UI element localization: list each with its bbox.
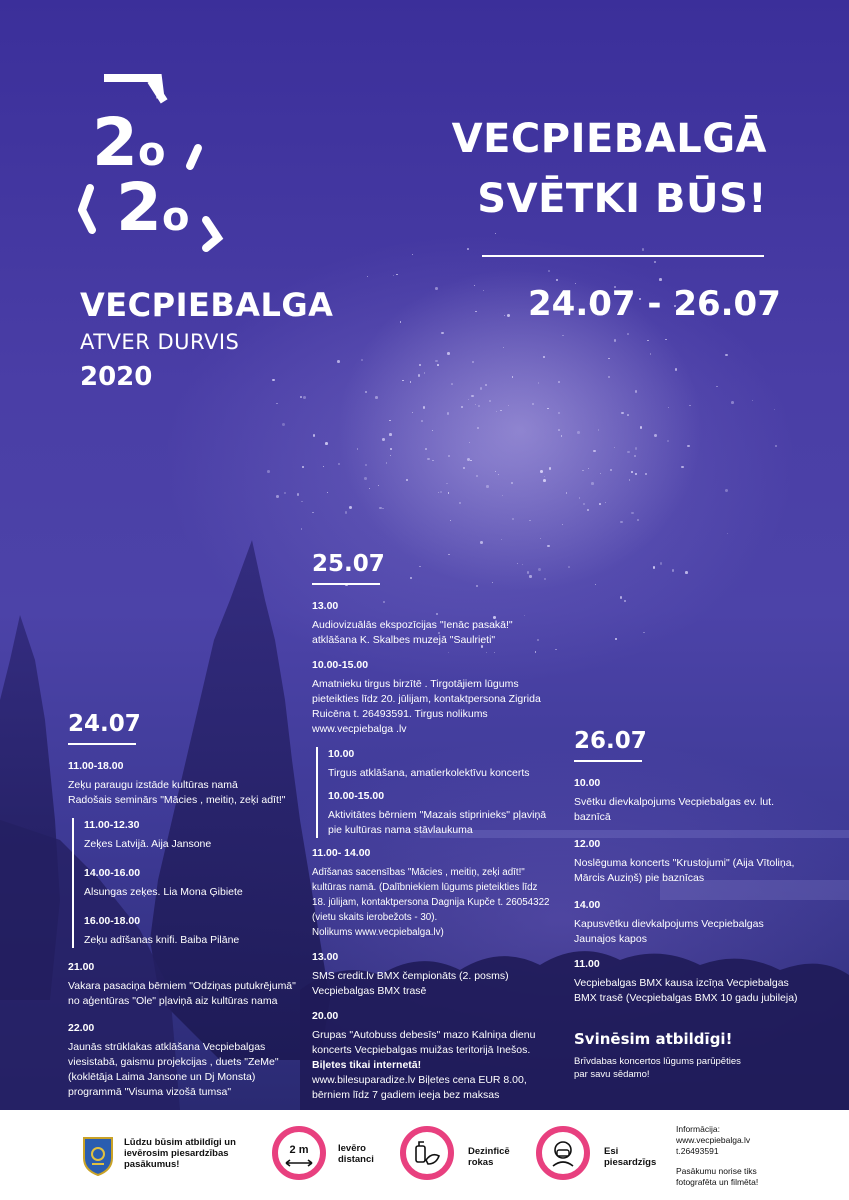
day-divider <box>574 760 642 762</box>
footer-plea: Lūdzu būsim atbildīgi un ievērosim piesardzības pasākumus! <box>124 1137 236 1170</box>
event-time: 20.00 <box>312 1010 339 1022</box>
event-time: 16.00-18.00 <box>84 915 141 927</box>
event-time: 13.00 <box>312 951 339 963</box>
event-text: Noslēguma koncerts "Krustojumi" (Aija Vītoliņa, Mārcis Auziņš) pie baznīcas <box>574 857 795 884</box>
event-text: Audiovizuālās ekspozīcijas "Ienāc pasakā!" atklāšana K. Skalbes muzejā "Saulrieti" <box>312 619 513 646</box>
day-divider <box>312 583 380 585</box>
event-text: Zeķes Latvijā. Aija Jansone <box>84 838 212 850</box>
event-text: SMS credit.lv BMX čempionāts (2. posms) Vecpiebalgas BMX trasē <box>312 970 509 997</box>
day-column-26-07 <box>574 728 804 1081</box>
event-item <box>312 1009 562 1103</box>
brand-title: VECPIEBALGA <box>80 286 334 324</box>
event-item <box>84 866 298 900</box>
day-title: 26.07 <box>574 728 647 754</box>
event-item <box>574 776 804 825</box>
event-time: 13.00 <box>312 600 339 612</box>
svg-text:o: o <box>162 194 190 240</box>
headline-divider <box>482 255 764 257</box>
event-item <box>84 914 298 948</box>
festival-dates: 24.07 - 26.07 <box>528 284 781 324</box>
svg-text:2: 2 <box>92 104 138 181</box>
event-item <box>312 950 562 999</box>
event-time: 11.00-12.30 <box>84 819 140 831</box>
logo-graphic <box>78 70 238 255</box>
tickets-online-notice: Biļetes tikai internetā! <box>312 1059 422 1071</box>
event-time: 11.00 <box>574 958 600 970</box>
contact-info: Informācija: www.vecpiebalga.lv t.26493591 <box>676 1124 751 1156</box>
event-time: 12.00 <box>574 838 601 850</box>
event-text: Amatnieku tirgus birzītē . Tirgotājiem lūgums pieteikties līdz 20. jūlijam, kontaktpersona Zigrida Ruicēna t. 26493591. Tirgus nolikums www.vecpiebalga .lv <box>312 678 541 735</box>
brand-subtitle: ATVER DURVIS <box>80 330 240 354</box>
coat-of-arms-icon <box>82 1136 114 1176</box>
event-time: 10.00-15.00 <box>328 790 385 802</box>
event-text: Zeķu adīšanas knifi. Baiba Pilāne <box>84 934 240 946</box>
event-item <box>574 837 804 886</box>
distance-badge: 2 m <box>289 1144 309 1156</box>
event-item <box>574 957 804 1006</box>
headline-line-2: SVĒTKI BŪS! <box>477 176 767 222</box>
event-text: Kapusvētku dievkalpojums Vecpiebalgas Jaunajos kapos <box>574 918 764 945</box>
sub-event-group <box>316 747 562 838</box>
hand-sanitizer-icon <box>412 1138 442 1168</box>
person-mask-icon <box>548 1138 578 1168</box>
event-time: 11.00- 14.00 <box>312 847 371 859</box>
event-item <box>312 846 562 940</box>
distance-label: Ievēro distanci <box>338 1143 374 1165</box>
event-text: Vakara pasaciņa bērniem "Odziņas putukrējumā" no aģentūras "Ole" pļaviņā aiz kultūras nama <box>68 980 296 1007</box>
event-text: Tirgus atklāšana, amatierkolektīvu koncerts <box>328 767 530 779</box>
event-item <box>312 658 562 737</box>
event-text: Adīšanas sacensības "Mācies , meitiņ, zeķi adīt!" kultūras namā. (Dalībniekiem lūgums pieteikties līdz 18. jūlijam, kontaktpersona Dagnija Kupče t. 26054322 (vietu skaits ierobežots - 30). Nolikums www.vecpiebalga.lv) <box>312 867 550 938</box>
event-time: 21.00 <box>68 961 95 973</box>
event-text: Aktivitātes bērniem "Mazais stiprinieks" pļaviņā pie kultūras nama stāvlaukuma <box>328 809 547 836</box>
event-text: Jaunās strūklakas atklāšana Vecpiebalgas viesistabā, gaismu projekcijas , duets "ZeMe" (koklētāja Laima Jansone un Dj Monsta) programmā "Visuma vizošā tumsa" <box>68 1041 279 1098</box>
day-column-25-07 <box>312 551 562 1110</box>
day-divider <box>68 743 136 745</box>
svg-text:o: o <box>138 129 166 175</box>
careful-label: Esi piesardzīgs <box>604 1146 657 1168</box>
event-time: 10.00 <box>328 748 355 760</box>
event-item <box>68 960 298 1009</box>
sub-event-group <box>72 818 298 948</box>
event-item <box>574 898 804 947</box>
event-time: 14.00-16.00 <box>84 867 141 879</box>
event-time: 14.00 <box>574 899 601 911</box>
event-text: Vecpiebalgas BMX kausa izcīņa Vecpiebalgas BMX trasē (Vecpiebalgas BMX 10 gadu jubileja) <box>574 977 798 1004</box>
filming-notice: Pasākumu norise tiks fotografēta un filmēta! <box>676 1166 759 1187</box>
day-column-24-07 <box>68 711 298 1110</box>
event-text: Alsungas zeķes. Lia Mona Ģibiete <box>84 886 243 898</box>
event-text: Grupas "Autobuss debesīs" mazo Kalniņa dienu koncerts Vecpiebalgas muižas teritorijā Inešos. <box>312 1029 536 1056</box>
distance-arrow-icon <box>285 1159 313 1167</box>
headline-line-1: VECPIEBALGĀ <box>451 116 767 162</box>
event-text: Zeķu paraugu izstāde kultūras namā Radošais seminārs "Mācies , meitiņ, zeķi adīt!" <box>68 779 286 806</box>
event-item <box>312 599 562 648</box>
disinfect-label: Dezinficē rokas <box>468 1146 510 1168</box>
event-item <box>68 1021 298 1100</box>
day-title: 25.07 <box>312 551 385 577</box>
event-time: 22.00 <box>68 1022 95 1034</box>
2020-logo <box>78 70 238 255</box>
brand-year: 2020 <box>80 362 153 392</box>
event-item <box>328 789 562 838</box>
ticket-info-text: www.bilesuparadize.lv Biļetes cena EUR 8.00, bērniem līdz 7 gadiem ieeja bez maksas <box>312 1074 527 1101</box>
event-item <box>68 759 298 808</box>
event-time: 10.00 <box>574 777 601 789</box>
event-time: 10.00-15.00 <box>312 659 369 671</box>
event-time: 11.00-18.00 <box>68 760 124 772</box>
closing-title: Svinēsim atbildīgi! <box>574 1030 733 1048</box>
svg-text:2: 2 <box>116 169 162 246</box>
event-item <box>328 747 562 781</box>
closing-text: Brīvdabas koncertos lūgums parūpēties par savu sēdamo! <box>574 1056 741 1080</box>
event-item <box>84 818 298 852</box>
event-text: Svētku dievkalpojums Vecpiebalgas ev. lut. baznīcā <box>574 796 775 823</box>
day-title: 24.07 <box>68 711 141 737</box>
